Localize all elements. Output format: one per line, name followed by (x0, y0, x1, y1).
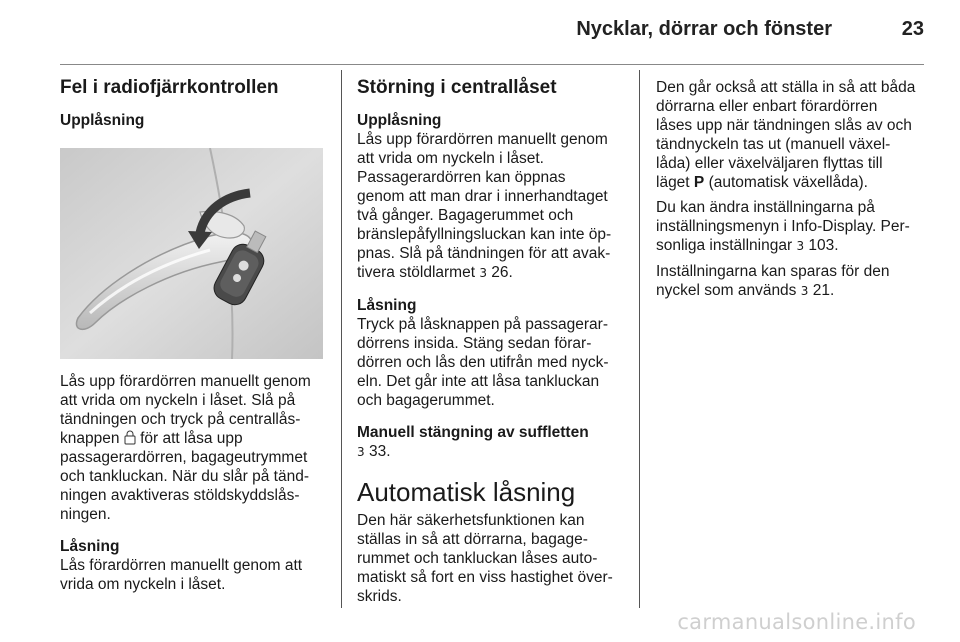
column-1 (60, 76, 326, 594)
section-heading-automatic-locking: Automatisk låsning (357, 477, 576, 507)
paragraph-text: Den går också att ställa in så att båda dörrarna eller enbart förardörren låses upp när tändningen slås av och tändnyckeln tas ut (manuell växel- låda) eller växelväljaren flyttas till läget (656, 79, 916, 191)
paragraph-automatic-locking: Den här säkerhetsfunktionen kan ställas in så att dörrarna, bagage- rummet och tankluckan låses auto- matiskt så fort en viss hastighet över- skrids. (357, 512, 613, 605)
paragraph-change-settings (656, 198, 926, 256)
paragraph-text: (automatisk växellåda). (704, 174, 868, 191)
paragraph-central-lock: Tryck på låsknappen på passagerar- dörrens insida. Stäng sedan förar- dörren och lås den utifrån med nyck- eln. Det går inte att låsa tankluckan och bagagerummet. (357, 316, 609, 409)
subheading-unlocking: Upplåsning (357, 112, 442, 129)
door-handle-illustration (60, 148, 323, 359)
paragraph-manual-lock: Lås förardörren manuellt genom att vrida om nyckeln i låset. (60, 557, 303, 593)
page-header-title: Nycklar, dörrar och fönster (576, 18, 832, 40)
paragraph-save-settings (656, 262, 926, 301)
page-reference-icon: 3 (796, 239, 805, 253)
subheading-unlocking: Upplåsning (60, 112, 145, 129)
paragraph-central-unlock (357, 130, 625, 283)
section-heading-remote-fault: Fel i radiofjärrkontrollen (60, 77, 279, 98)
paragraph-text: Du kan ändra inställningarna på inställningsmenyn i Info-Display. Per- sonliga inställningar (656, 199, 910, 254)
subheading-manual-roof-closing: Manuell stängning av suffletten (357, 424, 589, 441)
page-reference[interactable]: 103. (808, 237, 839, 254)
page-reference[interactable]: 33. (368, 443, 391, 460)
column-3 (656, 76, 926, 301)
page-reference-icon: 3 (357, 445, 365, 459)
lock-icon (124, 430, 136, 445)
page-reference-icon: 3 (800, 284, 809, 298)
paragraph-text: Inställningarna kan sparas för den nyckel som används (656, 263, 890, 299)
subheading-locking: Låsning (60, 538, 120, 555)
page-reference-icon: 3 (479, 266, 487, 280)
paragraph-text: Lås upp förardörren manuellt genom att vrida om nyckeln i låset. Slå på tändningen och tryck på centrallås- knappen (60, 373, 311, 447)
paragraph-text: för att låsa upp passagerardörren, bagageutrymmet och tankluckan. När du slår på tänd- ningen avaktiveras stöldskyddslås- ningen. (60, 430, 309, 523)
paragraph-roof-reference (357, 442, 625, 462)
door-handle-key-drawing (60, 148, 323, 359)
page-number: 23 (901, 18, 924, 40)
section-heading-central-lock-fault: Störning i centrallåset (357, 77, 557, 98)
gear-position-p: P (693, 174, 705, 191)
page-reference[interactable]: 21. (812, 282, 835, 299)
watermark-text: carmanualsonline.info (677, 610, 916, 634)
column-divider (341, 70, 342, 608)
paragraph-manual-unlock (60, 372, 326, 524)
page-reference[interactable]: 26. (491, 264, 513, 281)
column-divider (639, 70, 640, 608)
paragraph-text: Lås upp förardörren manuellt genom att vrida om nyckeln i låset. Passagerardörren kan öppnas genom att man drar i innerhandtaget två gånger. Bagagerummet och bränslepåfyllningsluckan kan inte öp- pnas. Slå på tändningen för att avak- tivera stöldlarmet (357, 131, 612, 281)
subheading-locking: Låsning (357, 297, 417, 314)
paragraph-unlock-options (656, 78, 926, 192)
header-divider (60, 64, 924, 65)
column-2 (357, 76, 625, 606)
